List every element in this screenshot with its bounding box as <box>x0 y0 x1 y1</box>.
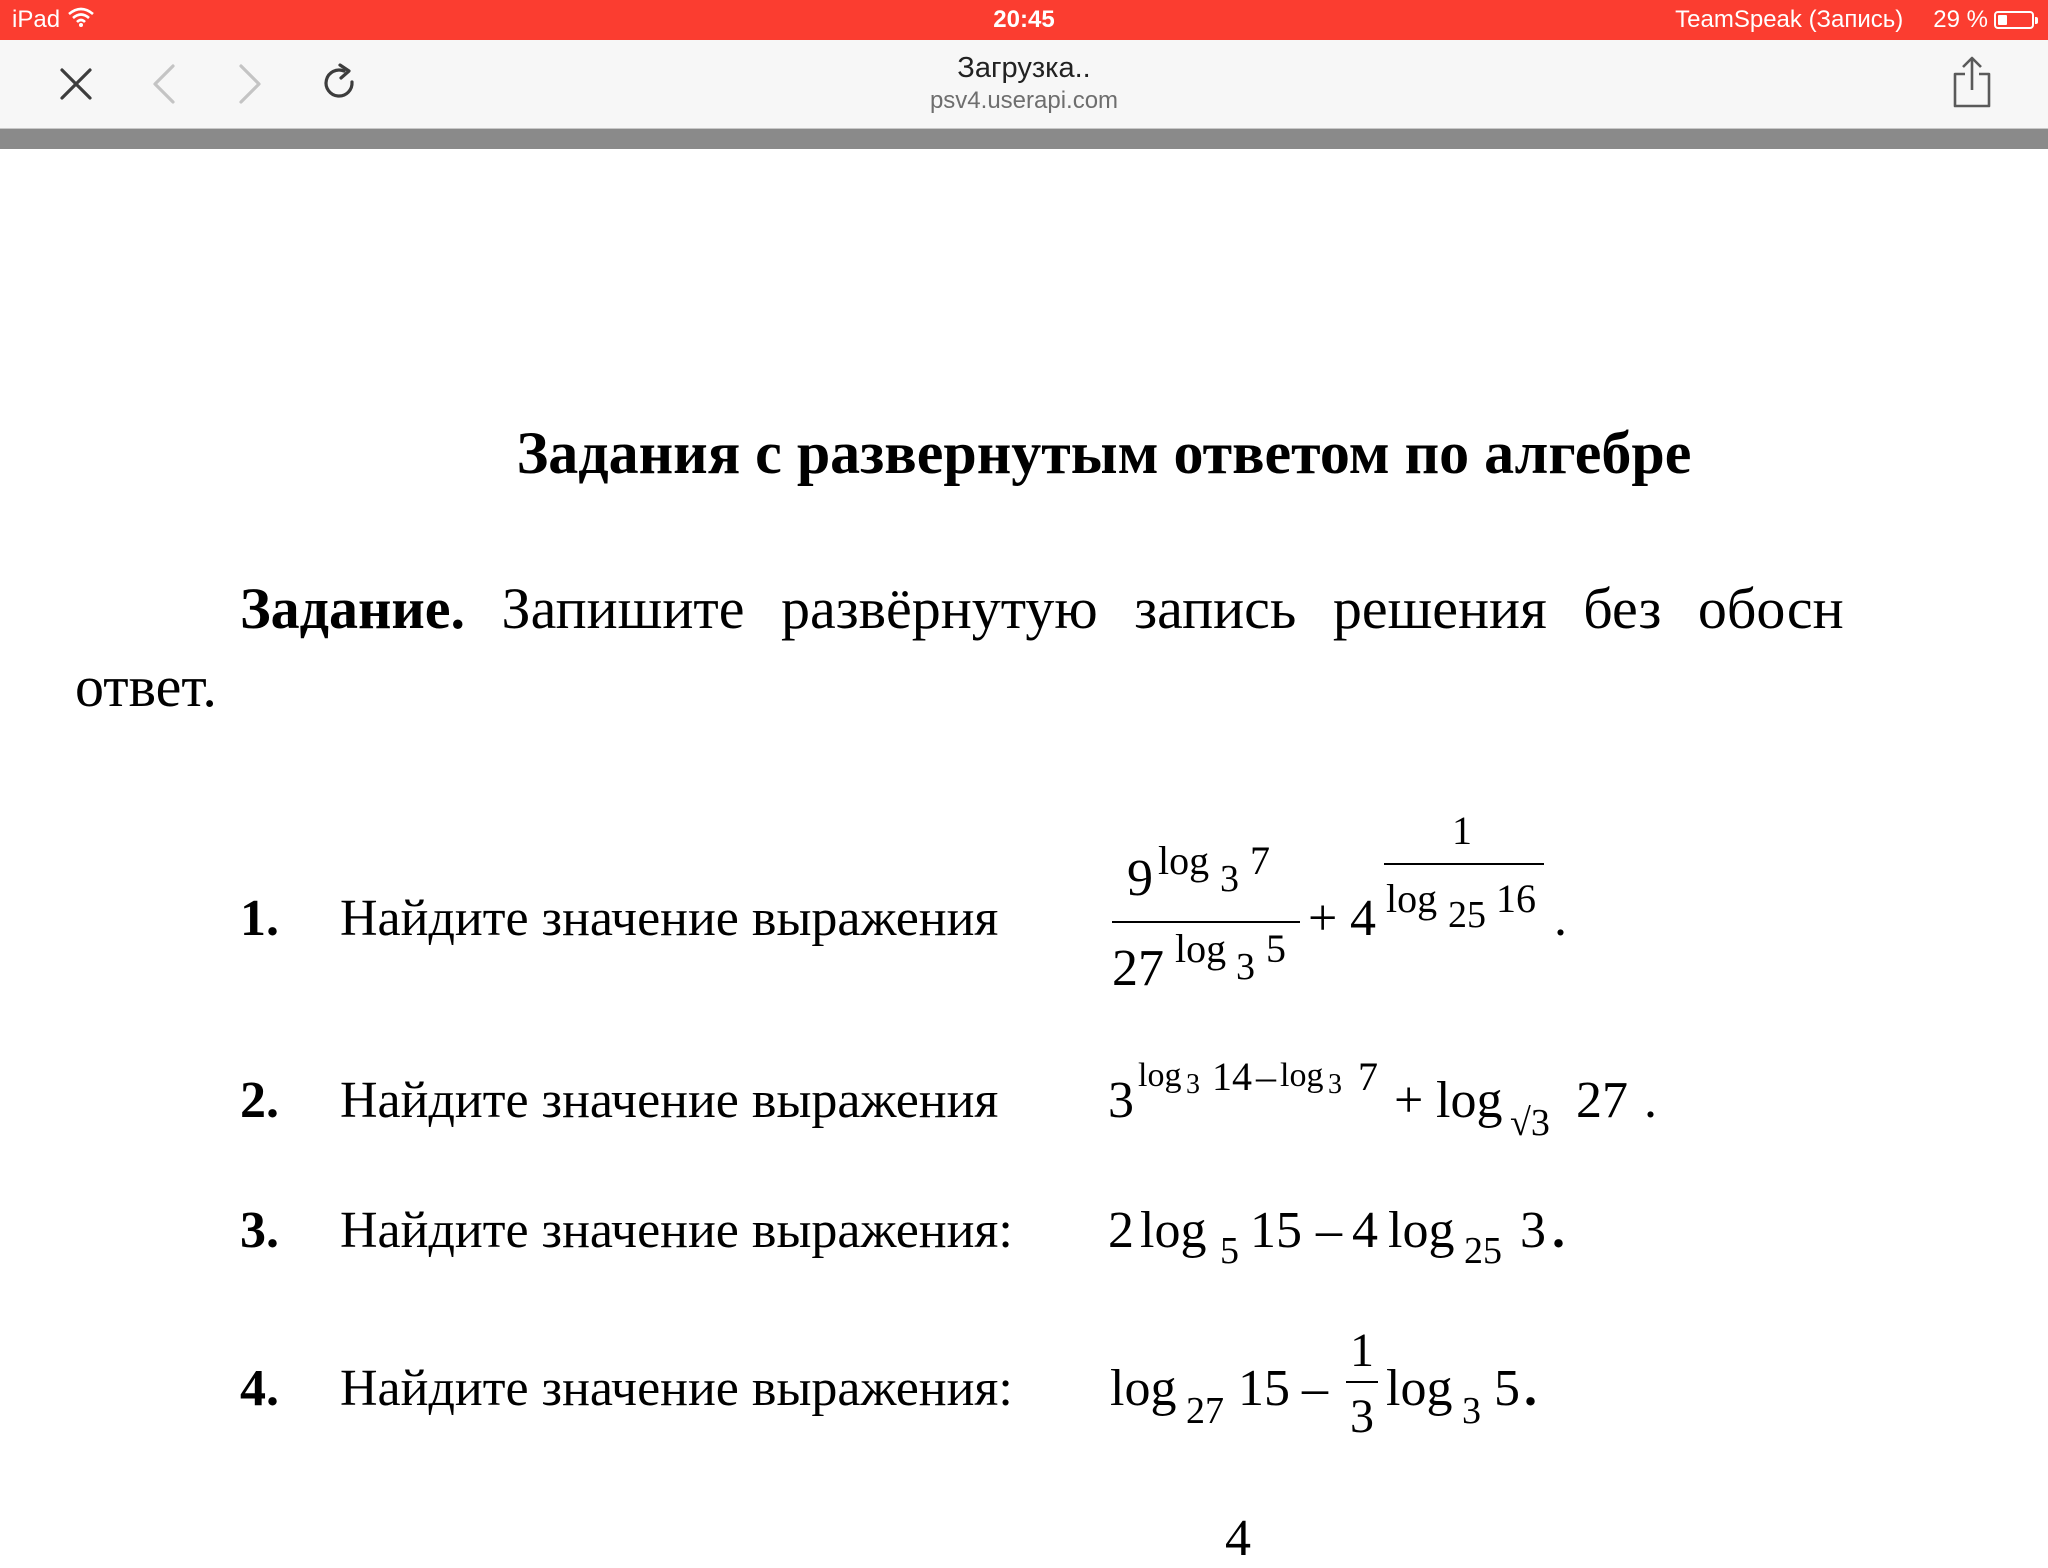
math-token: 1 <box>1452 808 1472 853</box>
instruction-continuation: ответ. <box>75 654 217 719</box>
document-view[interactable] <box>0 149 2048 1567</box>
wifi-icon <box>68 6 94 34</box>
math-token: 3 <box>1186 1069 1200 1100</box>
status-left <box>12 6 94 34</box>
task-4 <box>0 1359 2048 1499</box>
math-token: 5 <box>1220 1230 1239 1272</box>
share-icon <box>1950 54 1994 110</box>
page-load-progress-fill <box>0 129 2048 149</box>
cut-off-text: 4 <box>1225 1510 1251 1567</box>
math-token: 3 <box>1236 946 1255 988</box>
math-token: 16 <box>1496 876 1536 921</box>
task-number: 1. <box>240 890 279 947</box>
math-token: + <box>1308 890 1338 947</box>
math-token: 25 <box>1448 894 1486 936</box>
math-token: log <box>1436 1072 1503 1129</box>
math-token: √3 <box>1510 1102 1550 1144</box>
math-token: 4 <box>1352 1202 1378 1259</box>
math-token: 3 <box>1220 858 1239 900</box>
address-area[interactable] <box>0 50 2048 116</box>
forward-button[interactable] <box>222 56 278 112</box>
task-number: 2. <box>240 1072 279 1129</box>
browser-toolbar <box>0 40 2048 129</box>
reload-icon <box>318 62 362 106</box>
math-token: 3 <box>1328 1069 1342 1100</box>
math-token: 3 <box>1520 1202 1546 1259</box>
battery <box>1933 6 2034 34</box>
page-load-progress <box>0 129 2048 149</box>
battery-icon <box>1994 11 2034 29</box>
math-token: log <box>1388 1202 1455 1259</box>
fraction-bar <box>1384 863 1544 865</box>
back-button[interactable] <box>136 56 192 112</box>
math-token: 3 <box>1108 1072 1134 1129</box>
task-text: Найдите значение выражения: <box>340 1202 1013 1259</box>
math-token: – <box>1302 1360 1328 1417</box>
math-token: 3 <box>1462 1390 1481 1432</box>
math-token: 3 <box>1350 1390 1374 1443</box>
math-token: + <box>1394 1072 1424 1129</box>
task-text: Найдите значение выражения: <box>340 1360 1013 1417</box>
math-token: 1 <box>1350 1324 1374 1377</box>
fraction-bar <box>1112 921 1300 923</box>
math-token: – <box>1256 1054 1276 1099</box>
math-token: log <box>1386 1360 1453 1417</box>
math-token: log <box>1110 1360 1177 1417</box>
math-token: 5 <box>1266 926 1286 971</box>
instruction-label: Задание. <box>240 576 466 641</box>
math-token: 4 <box>1350 890 1376 947</box>
math-token: 27 <box>1112 940 1164 997</box>
document-title: Задания с развернутым ответом по алгебре <box>516 420 1692 486</box>
math-token: 27 <box>1576 1072 1628 1129</box>
app-indicator[interactable]: TeamSpeak (Запись) <box>1675 6 1904 33</box>
math-token: log <box>1280 1057 1324 1094</box>
math-token: log <box>1175 926 1227 971</box>
instruction-word: решения <box>1332 576 1547 641</box>
math-token: log <box>1386 876 1438 921</box>
page-title: Загрузка.. <box>957 52 1091 84</box>
math-token: . <box>1554 890 1567 947</box>
math-token: log <box>1140 1202 1207 1259</box>
math-token: log <box>1138 1057 1182 1094</box>
math-token: 2 <box>1108 1202 1134 1259</box>
device-name: iPad <box>12 6 61 33</box>
task-number: 4. <box>240 1360 279 1417</box>
task-text: Найдите значение выражения <box>340 1072 999 1129</box>
battery-level <box>1998 15 2007 25</box>
math-token: 15 <box>1250 1202 1302 1259</box>
math-token: . <box>1644 1072 1657 1129</box>
math-token: 5 <box>1494 1360 1520 1417</box>
math-token: log <box>1158 838 1210 883</box>
math-token: 7 <box>1358 1054 1378 1099</box>
close-icon <box>56 64 96 104</box>
math-token: 14 <box>1212 1054 1252 1099</box>
math-token: 27 <box>1186 1390 1224 1432</box>
task-3 <box>0 1201 2048 1341</box>
instruction-word: развёрнутую <box>780 576 1098 641</box>
math-token: . <box>1524 1360 1537 1417</box>
math-token: – <box>1316 1202 1342 1259</box>
back-icon <box>149 62 179 106</box>
task-number: 3. <box>240 1202 279 1259</box>
close-button[interactable] <box>48 56 104 112</box>
math-token: 25 <box>1464 1230 1502 1272</box>
task-2 <box>0 1071 2048 1211</box>
task-text: Найдите значение выражения <box>340 890 999 947</box>
reload-button[interactable] <box>312 56 368 112</box>
battery-percent: 29 % <box>1933 6 1988 33</box>
instruction-word: запись <box>1134 576 1297 641</box>
instruction-word: Запишите <box>501 576 745 641</box>
page-url: psv4.userapi.com <box>929 87 1119 114</box>
instruction-word: обосн <box>1697 576 1844 641</box>
math-token: . <box>1552 1202 1565 1259</box>
math-token: 15 <box>1238 1360 1290 1417</box>
math-token: 7 <box>1250 838 1270 883</box>
status-right <box>1675 6 2034 34</box>
clock: 20:45 <box>993 6 1055 33</box>
share-button[interactable] <box>1944 54 2000 110</box>
instruction-word: без <box>1583 576 1662 641</box>
forward-icon <box>235 62 265 106</box>
status-bar <box>0 0 2048 40</box>
math-token: 9 <box>1127 850 1153 907</box>
